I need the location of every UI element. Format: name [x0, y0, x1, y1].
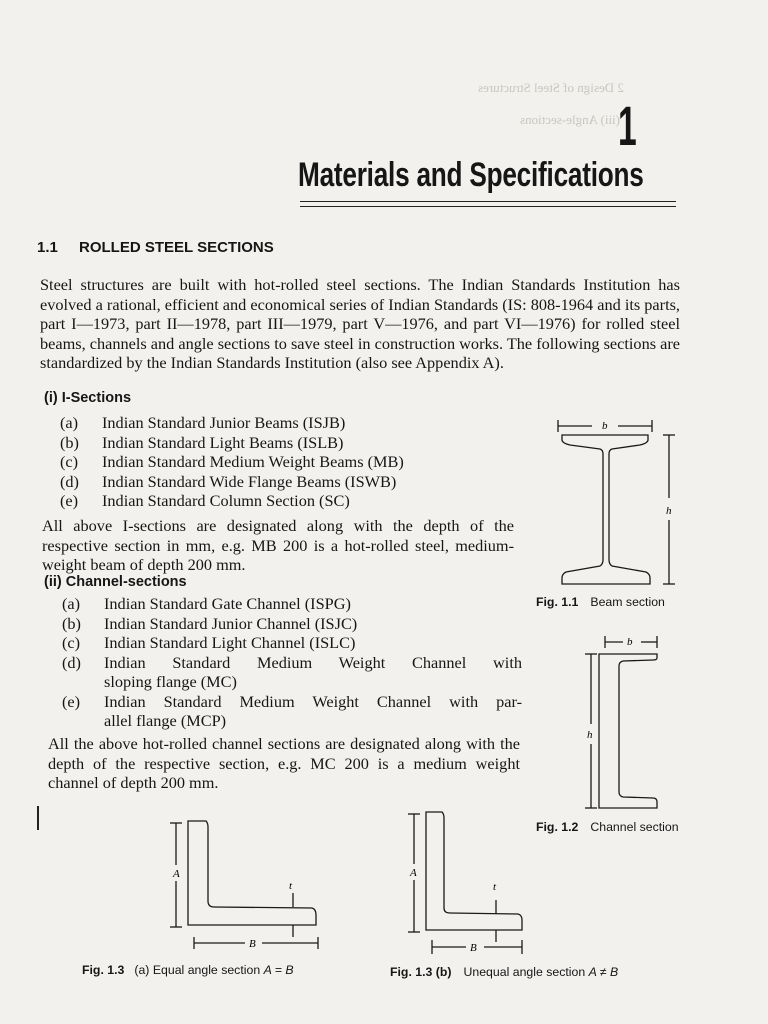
list-item-text: Indian Standard Junior Channel (ISJC) — [104, 613, 358, 633]
fig-1-3b-unequal-angle-drawing — [398, 808, 538, 958]
channel-sections-list — [62, 594, 522, 731]
figure-caption-formula: A = B — [263, 963, 294, 977]
chapter-title: Materials and Specifications — [298, 156, 644, 194]
figure-caption-formula: A ≠ B — [588, 965, 619, 979]
list-item — [60, 472, 404, 492]
list-marker: (e) — [62, 691, 81, 711]
list-item-text: Indian Standard Light Beams (ISLB) — [102, 432, 344, 452]
list-marker: (b) — [62, 613, 81, 633]
section-heading — [37, 239, 274, 256]
list-item — [60, 491, 404, 511]
chapter-number: 1 — [618, 94, 637, 157]
list-item — [60, 413, 404, 433]
dimension-label-t: t — [289, 880, 293, 892]
list-item — [60, 452, 404, 472]
fig-1-3a-equal-angle-drawing — [160, 815, 335, 955]
figure-number: Fig. 1.2 — [536, 820, 579, 834]
list-item — [62, 633, 522, 653]
list-item — [62, 594, 522, 614]
list-item — [60, 433, 404, 453]
section-title: ROLLED STEEL SECTIONS — [79, 239, 274, 256]
list-item-text: Indian Standard Medium Weight Beams (MB) — [102, 452, 404, 471]
channel-sections-note: All the above hot-rolled channel sections are designated along with the depth of the respective section, e.g. MC 200 is a medium weight channel of depth 200 mm. — [48, 734, 520, 792]
list-item — [62, 614, 522, 634]
fig-1-3a-caption — [82, 963, 294, 977]
list-marker: (a) — [62, 594, 81, 613]
figure-caption-text: Unequal angle section — [463, 965, 586, 979]
list-item-text-continued: sloping flange (MC) — [104, 672, 237, 691]
list-marker: (d) — [62, 652, 81, 672]
title-rule-top — [300, 201, 676, 202]
list-item-text: Indian Standard Gate Channel (ISPG) — [104, 594, 351, 613]
figure-caption-text: (a) Equal angle section — [134, 963, 261, 977]
bleed-through-text: (iii) Angle-sections — [520, 112, 621, 127]
bleed-through-text: 2 Design of Steel Structures — [478, 80, 624, 95]
list-marker: (b) — [60, 432, 79, 452]
dimension-label-b: b — [602, 420, 608, 432]
i-sections-heading: (i) I-Sections — [44, 390, 132, 406]
fig-1-1-beam-drawing — [550, 410, 690, 600]
fig-1-2-channel-drawing — [575, 632, 675, 817]
figure-number: Fig. 1.3 — [82, 963, 125, 977]
list-item-text-continued: allel flange (MCP) — [104, 711, 227, 730]
list-marker: (c) — [60, 452, 79, 471]
figure-caption-text: Beam section — [590, 595, 665, 609]
fig-1-2-caption — [536, 820, 679, 834]
list-item-text: Indian Standard Light Channel (ISLC) — [104, 633, 356, 652]
fig-1-3b-caption — [390, 965, 618, 979]
list-item — [62, 692, 522, 731]
list-item-text: Indian Standard Wide Flange Beams (ISWB) — [102, 471, 397, 491]
list-item-text: Indian Standard Medium Weight Channel with — [104, 652, 522, 672]
figure-caption-text: Channel section — [590, 820, 679, 834]
dimension-label-b: b — [627, 636, 633, 648]
intro-text: Steel structures are built with hot-rolled steel sections. The Indian Standards Institution has evolved a rational, efficient and economical series of Indian Standards (IS: 808-1964 and its parts, part I—1973, part II—1978, part III—1979, part V—1976, and part VI—1976) for rolled steel beams, channels and angle sections to save steel in construction works. The following sections are standardized by the Indian Standards Institution (also see Appendix A). — [40, 275, 680, 372]
list-marker: (d) — [60, 471, 79, 491]
section-number: 1.1 — [37, 239, 58, 256]
margin-mark — [37, 806, 39, 830]
dimension-label-b: B — [470, 942, 477, 954]
list-marker: (e) — [60, 491, 79, 510]
fig-1-1-caption — [536, 595, 665, 609]
figure-number: Fig. 1.3 (b) — [390, 965, 452, 979]
channel-sections-heading: (ii) Channel-sections — [44, 574, 187, 590]
dimension-label-h: h — [587, 729, 593, 741]
dimension-label-t: t — [493, 881, 497, 893]
dimension-label-a: A — [173, 868, 180, 880]
list-item-text: Indian Standard Medium Weight Channel with par- — [104, 691, 522, 711]
list-marker: (a) — [60, 413, 79, 432]
i-sections-note: All above I-sections are designated along with the depth of the respective section in mm, e.g. MB 200 is a hot-rolled steel, medium-weight beam of depth 200 mm. — [42, 516, 514, 574]
list-item-text: Indian Standard Junior Beams (ISJB) — [102, 413, 346, 432]
list-item — [62, 653, 522, 692]
intro-paragraph — [40, 275, 680, 373]
dimension-label-h: h — [666, 505, 672, 517]
figure-number: Fig. 1.1 — [536, 595, 579, 609]
dimension-label-a: A — [410, 867, 417, 879]
list-marker: (c) — [62, 633, 81, 652]
title-rule-bottom — [300, 206, 676, 207]
i-sections-list — [60, 413, 404, 511]
list-item-text: Indian Standard Column Section (SC) — [102, 491, 350, 510]
dimension-label-b: B — [249, 938, 256, 950]
